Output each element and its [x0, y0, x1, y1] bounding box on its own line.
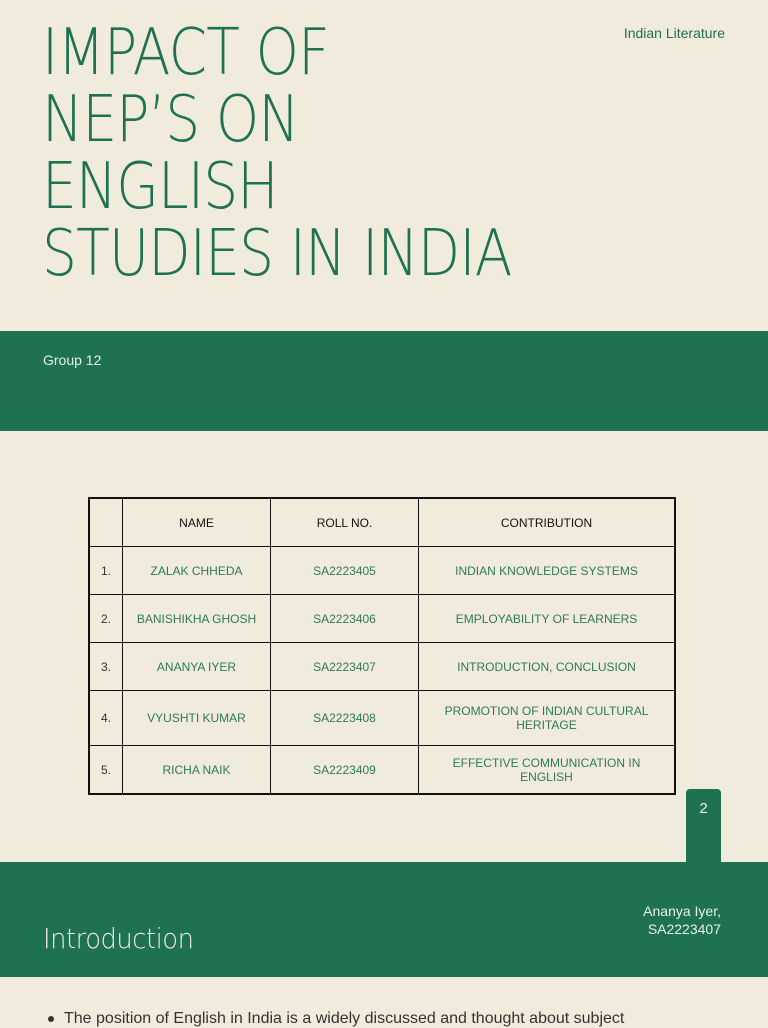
topic-label: Indian Literature	[623, 25, 725, 41]
group-band	[0, 331, 768, 431]
header-number	[89, 498, 123, 547]
member-contribution: INDIAN KNOWLEDGE SYSTEMS	[419, 547, 676, 595]
author-credit	[643, 902, 721, 938]
table-row	[89, 746, 675, 795]
table-header-row	[89, 498, 675, 547]
member-roll: SA2223409	[271, 746, 419, 795]
row-number: 2.	[89, 595, 123, 643]
members-table-container	[88, 497, 676, 795]
page-number: 2	[699, 800, 708, 817]
introduction-band	[0, 862, 768, 977]
member-contribution: PROMOTION OF INDIAN CULTURAL HERITAGE	[419, 691, 676, 746]
table-row	[89, 691, 675, 746]
member-roll: SA2223407	[271, 643, 419, 691]
member-roll: SA2223406	[271, 595, 419, 643]
members-table	[88, 497, 676, 795]
member-name: RICHA NAIK	[123, 746, 271, 795]
bullet-text: The position of English in India is a widely discussed and thought about subject	[64, 1010, 625, 1027]
title-line-3: ENGLISH	[42, 150, 278, 224]
author-name: Ananya Iyer,	[643, 903, 721, 919]
member-contribution: INTRODUCTION, CONCLUSION	[419, 643, 676, 691]
section-heading: Introduction	[43, 922, 194, 955]
member-name: ANANYA IYER	[123, 643, 271, 691]
title-line-4: STUDIES IN INDIA	[42, 217, 512, 291]
title-line-1: IMPACT OF	[42, 16, 329, 90]
title-line-2: NEP’S ON	[42, 83, 299, 157]
member-roll: SA2223408	[271, 691, 419, 746]
header-roll-no: ROLL NO.	[271, 498, 419, 547]
row-number: 4.	[89, 691, 123, 746]
member-contribution: EMPLOYABILITY OF LEARNERS	[419, 595, 676, 643]
bullet-icon	[48, 1016, 54, 1022]
author-roll: SA2223407	[647, 921, 721, 937]
header-contribution: CONTRIBUTION	[419, 498, 676, 547]
member-contribution: EFFECTIVE COMMUNICATION IN ENGLISH	[419, 746, 676, 795]
member-name: BANISHIKHA GHOSH	[123, 595, 271, 643]
group-label: Group 12	[43, 352, 102, 368]
table-row	[89, 643, 675, 691]
page-title	[42, 16, 512, 291]
member-name: VYUSHTI KUMAR	[123, 691, 271, 746]
member-roll: SA2223405	[271, 547, 419, 595]
row-number: 3.	[89, 643, 123, 691]
table-row	[89, 595, 675, 643]
row-number: 5.	[89, 746, 123, 795]
table-row	[89, 547, 675, 595]
member-name: ZALAK CHHEDA	[123, 547, 271, 595]
row-number: 1.	[89, 547, 123, 595]
page-number-tab	[686, 789, 721, 862]
header-name: NAME	[123, 498, 271, 547]
title-section	[0, 0, 768, 331]
body-bullet	[48, 1010, 688, 1028]
